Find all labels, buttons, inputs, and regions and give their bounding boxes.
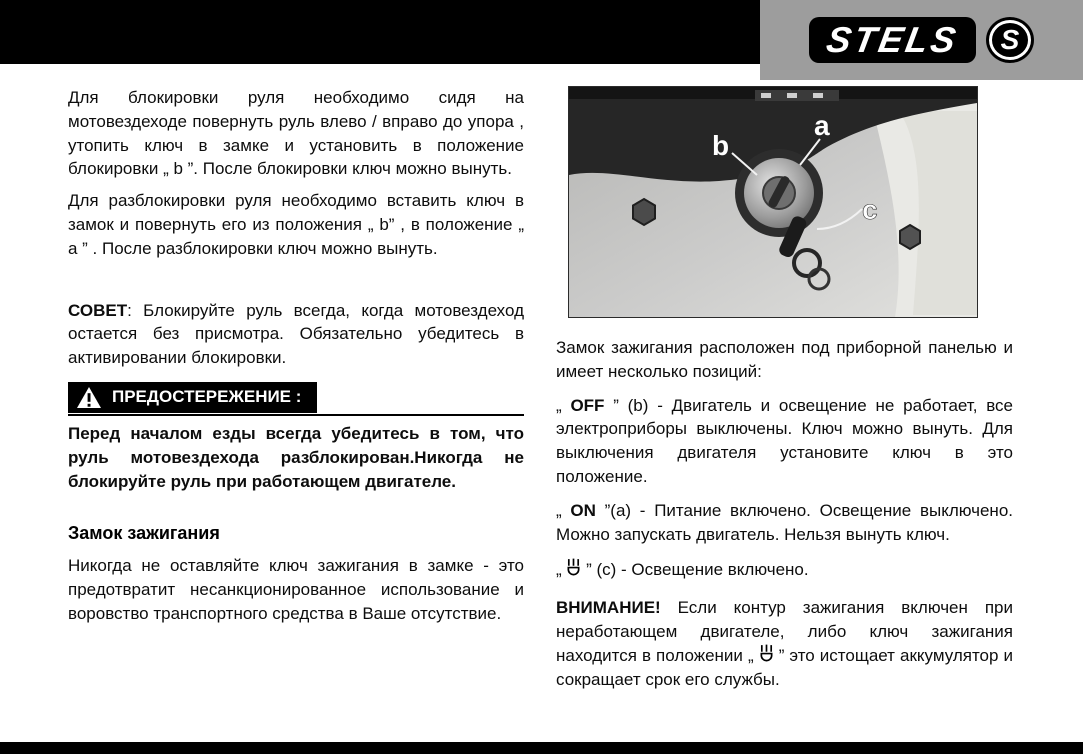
warning-triangle-icon xyxy=(76,386,102,409)
key-advice-paragraph: Никогда не оставляйте ключ зажигания в замке - это предотвратит несанкционированное использование и воровство транспортного средства в Ваше отсутствие. xyxy=(68,556,524,623)
stels-logo xyxy=(809,17,976,63)
on-label: ON xyxy=(570,500,596,520)
on-pre: „ xyxy=(556,500,571,520)
right-column xyxy=(556,84,1013,699)
attention-label: ВНИМАНИЕ! xyxy=(556,598,661,618)
attention-text-1: Если контур зажигания включен при неработающем двигателе, либо ключ зажигания находится в положении „ xyxy=(556,598,1013,665)
attention-text-2: ” это истощает аккумулятор и сокращает срок его службы. xyxy=(556,645,1013,689)
brand-panel xyxy=(760,0,1083,80)
stels-s-badge xyxy=(986,17,1034,63)
top-black-bar xyxy=(0,0,760,64)
headlight-icon xyxy=(759,644,774,665)
light-text: ” (c) - Освещение включено. xyxy=(581,560,809,580)
tip-text: : Блокируйте руль всегда, когда мотовездеход остается без присмотра. Обязательно убедитесь в активировании блокировки. xyxy=(68,300,524,368)
tip-paragraph xyxy=(68,299,524,370)
ignition-heading: Замок зажигания xyxy=(68,523,220,544)
headlight-icon xyxy=(566,558,581,579)
steering-lock-paragraph: Для блокировки руля необходимо сидя на мотовездеходе повернуть руль влево / вправо до упора , утопить ключ в замке и установить в положение блокировки „ b ”. После блокировки ключ можно вынуть. xyxy=(68,88,524,179)
off-pre: „ xyxy=(556,395,571,415)
on-text: ”(a) - Питание включено. Освещение выключено. Можно запускать двигатель. Нельзя вынуть ключ. xyxy=(556,500,1013,544)
off-position-paragraph xyxy=(556,394,1013,489)
light-position-paragraph xyxy=(556,558,1013,582)
warning-body: Перед началом езды всегда убедитесь в том, что руль мотовездехода разблокирован.Никогда не блокируйте руль при работающем двигателе. xyxy=(68,423,524,491)
steering-unlock-paragraph: Для разблокировки руля необходимо вставить ключ в замок и повернуть его из положения „ b” , в положение „ a ” . После разблокировки ключ можно вынуть. xyxy=(68,191,524,258)
photo-label-b: b xyxy=(712,130,730,161)
attention-paragraph xyxy=(556,596,1013,691)
off-text: ” (b) - Двигатель и освещение не работает, все электроприборы выключены. Ключ можно вынуть. Для выключения двигателя установите ключ в это положение. xyxy=(556,395,1013,486)
photo-label-c: c xyxy=(862,194,878,225)
tip-label: СОВЕТ xyxy=(68,300,128,320)
bottom-black-bar xyxy=(0,742,1083,754)
stels-logo-text: STELS xyxy=(823,19,962,60)
warning-header xyxy=(68,382,317,413)
warning-title: ПРЕДОСТЕРЕЖЕНИЕ : xyxy=(112,387,302,407)
ignition-intro-paragraph: Замок зажигания расположен под приборной панелью и имеет несколько позиций: xyxy=(556,338,1013,381)
warning-header-row xyxy=(68,382,524,416)
off-label: OFF xyxy=(570,395,605,415)
stels-s-letter: S xyxy=(1000,24,1020,55)
ignition-photo xyxy=(568,86,978,318)
on-position-paragraph xyxy=(556,499,1013,547)
left-column xyxy=(68,86,524,634)
ignition-photo-illustration xyxy=(569,87,977,317)
light-pre: „ xyxy=(556,560,567,580)
photo-label-a: a xyxy=(814,110,830,141)
